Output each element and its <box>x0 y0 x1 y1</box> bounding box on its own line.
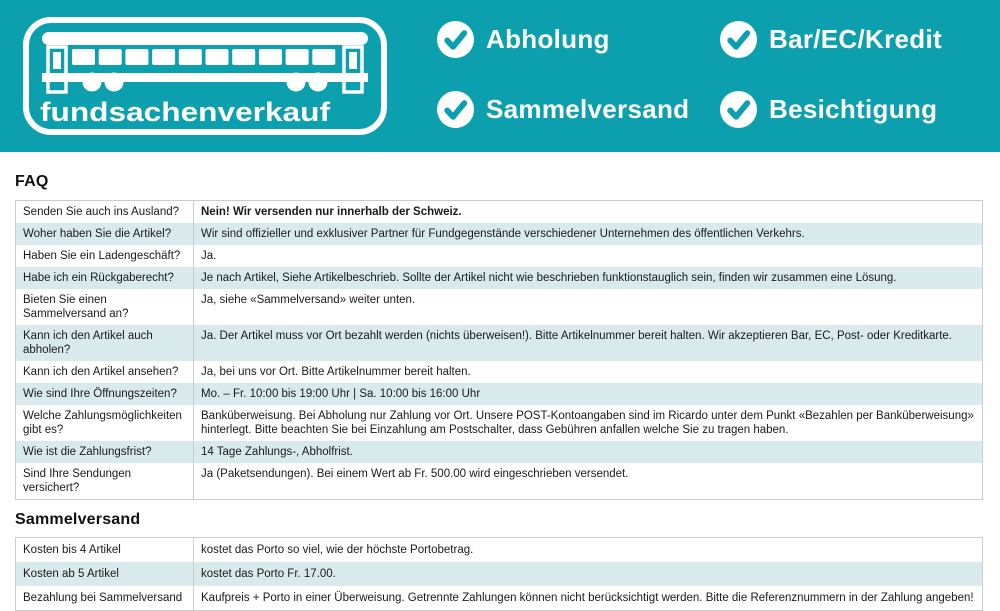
feature-besichtigung <box>720 91 942 128</box>
table-row <box>16 201 983 224</box>
answer-cell: kostet das Porto so viel, wie der höchste Portobetrag. <box>201 544 474 556</box>
question-cell: Kosten bis 4 Artikel <box>16 538 194 563</box>
checkmark-icon <box>437 91 474 128</box>
answer-cell: Ja (Paketsendungen). Bei einem Wert ab Fr. 500.00 wird eingeschrieben versendet. <box>201 468 629 480</box>
header <box>0 0 1000 152</box>
sammelversand-heading: Sammelversand <box>15 511 141 528</box>
checkmark-icon <box>720 91 757 128</box>
table-row <box>16 361 983 383</box>
question-cell: Kann ich den Artikel ansehen? <box>16 361 194 383</box>
table-row <box>16 441 983 463</box>
feature-sammelversand <box>437 91 720 128</box>
answer-cell: Nein! Wir versenden nur innerhalb der Schweiz. <box>201 206 462 218</box>
answer-cell: Je nach Artikel, Siehe Artikelbeschrieb. Sollte der Artikel nicht wie beschrieben funktionstauglich sein, finden wir zusammen eine Lösung. <box>194 267 983 289</box>
table-row <box>16 245 983 267</box>
question-cell: Habe ich ein Rückgaberecht? <box>16 267 194 289</box>
table-row <box>16 586 983 611</box>
fundsachenverkauf-logo <box>22 16 388 136</box>
faq-table <box>15 200 983 500</box>
answer-cell: Kaufpreis + Porto in einer Überweisung. Getrennte Zahlungen können nicht berücksichtigt werden. Bitte die Referenznummern in der Zahlung angeben! <box>201 592 974 604</box>
table-row <box>16 267 983 289</box>
table-row <box>16 289 983 325</box>
question-cell: Bieten Sie einen Sammelversand an? <box>16 289 194 325</box>
feature-abholung <box>437 21 720 58</box>
question-cell: Wie ist die Zahlungsfrist? <box>16 441 194 463</box>
feature-label: Sammelversand <box>486 94 690 124</box>
table-row <box>16 325 983 361</box>
table-row <box>16 223 983 245</box>
answer-cell: Banküberweisung. Bei Abholung nur Zahlung vor Ort. Unsere POST-Kontoangaben sind im Ricardo unter dem Punkt «Bezahlen per Banküberweisung» hinterlegt. Bitte beachten Sie bei Einzahlung am Postschalter, dass Gebühren anfallen welche Sie zu tragen haben. <box>201 410 974 436</box>
logo-text: fundsachenverkauf <box>40 97 332 127</box>
table-row <box>16 383 983 405</box>
table-row <box>16 463 983 500</box>
question-cell: Woher haben Sie die Artikel? <box>16 223 194 245</box>
answer-cell: Ja. Der Artikel muss vor Ort bezahlt werden (nichts überweisen!). Bitte Artikelnummer bereit halten. Wir akzeptieren Bar, EC, Post- oder Kreditkarte. <box>194 325 983 361</box>
table-row <box>16 405 983 441</box>
answer-cell: Wir sind offizieller und exklusiver Partner für Fundgegenstände verschiedener Unternehmen des öffentlichen Verkehrs. <box>194 223 983 245</box>
sammelversand-table <box>15 537 983 611</box>
train-icon <box>42 32 368 92</box>
feature-label: Abholung <box>486 24 610 54</box>
question-cell: Bezahlung bei Sammelversand <box>16 586 194 611</box>
answer-cell: Ja. <box>201 250 217 262</box>
answer-cell: kostet das Porto Fr. 17.00. <box>194 562 983 586</box>
faq-heading: FAQ <box>15 173 49 190</box>
question-cell: Senden Sie auch ins Ausland? <box>16 201 194 224</box>
question-cell: Haben Sie ein Ladengeschäft? <box>16 245 194 267</box>
question-cell: Kosten ab 5 Artikel <box>16 562 194 586</box>
table-row <box>16 562 983 586</box>
answer-cell: 14 Tage Zahlungs-, Abholfrist. <box>194 441 983 463</box>
answer-cell: Ja, bei uns vor Ort. Bitte Artikelnummer bereit halten. <box>201 366 471 378</box>
question-cell: Welche Zahlungsmöglichkeiten gibt es? <box>16 405 194 441</box>
checkmark-icon <box>720 21 757 58</box>
question-cell: Sind Ihre Sendungen versichert? <box>16 463 194 500</box>
feature-label: Bar/EC/Kredit <box>769 24 942 54</box>
question-cell: Kann ich den Artikel auch abholen? <box>16 325 194 361</box>
feature-label: Besichtigung <box>769 94 938 124</box>
answer-cell: Ja, siehe «Sammelversand» weiter unten. <box>201 294 416 306</box>
checkmark-icon <box>437 21 474 58</box>
answer-cell: Mo. – Fr. 10:00 bis 19:00 Uhr | Sa. 10:00 bis 16:00 Uhr <box>194 383 983 405</box>
feature-list <box>437 21 942 128</box>
page-content <box>0 173 1000 611</box>
feature-bar-ec-kredit <box>720 21 942 58</box>
table-row <box>16 538 983 563</box>
question-cell: Wie sind Ihre Öffnungszeiten? <box>16 383 194 405</box>
